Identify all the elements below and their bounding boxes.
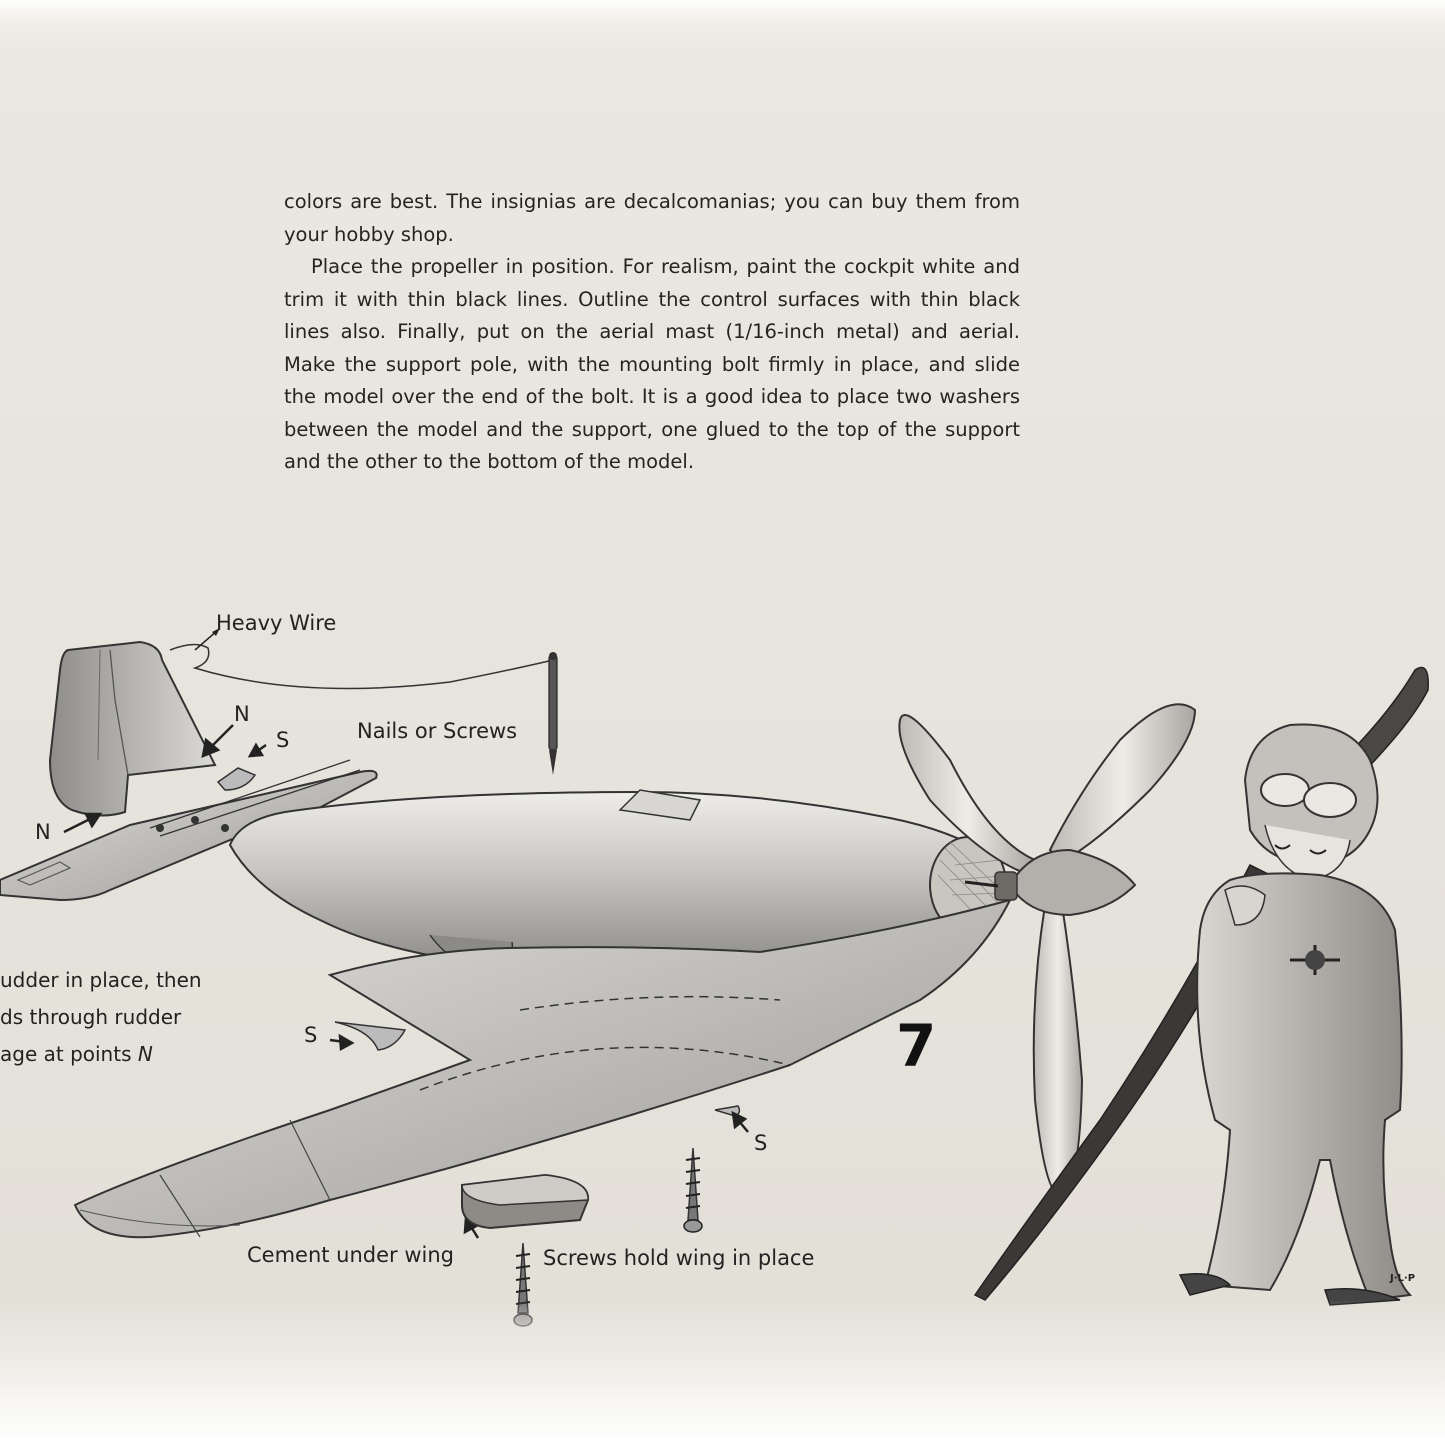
caption-line-3-italic: N [137, 1042, 153, 1066]
label-s-wing: S [304, 1023, 318, 1047]
label-s-top: S [276, 728, 290, 752]
page-top-edge [0, 0, 1445, 60]
artist-signature: J·L·P [1390, 1273, 1416, 1284]
caption-line-2: ds through rudder [0, 1005, 182, 1029]
label-nails-or-screws: Nails or Screws [357, 719, 518, 743]
aerial-wire [170, 628, 557, 775]
figure-number: 7 [896, 1012, 937, 1080]
figure-caption [0, 962, 240, 1073]
label-heavy-wire: Heavy Wire [216, 611, 337, 635]
paragraph-2: Place the propeller in position. For realism, paint the cockpit white and trim it with thin black lines. Outline the control surfaces with thin black lines also. Finally, put on the aerial mast (1/16-inch metal) and aerial. Make the support pole, with the mounting bolt firmly in place, and slide the model over the end of the bolt. It is a good idea to place two washers between the model and the support, one glued to the top of the support and the other to the bottom of the model. [284, 255, 1020, 473]
airplane-model-illustration [0, 560, 1445, 1330]
paragraph-1: colors are best. The insignias are decalcomanias; you can buy them from your hobby shop. [284, 190, 1020, 246]
instruction-text [284, 186, 1020, 479]
page-bottom-edge [0, 1300, 1445, 1445]
caption-line-3 [0, 1036, 240, 1073]
caption-line-1: udder in place, then [0, 968, 202, 992]
label-s-right: S [754, 1131, 768, 1155]
vertical-tail [50, 642, 215, 816]
label-n-top: N [234, 702, 250, 726]
label-n-left: N [35, 820, 51, 844]
fillet-s-top [218, 768, 255, 790]
label-screws-hold-wing: Screws hold wing in place [543, 1246, 815, 1270]
caption-line-3-text: age at points [0, 1042, 138, 1066]
cement-block [462, 1175, 588, 1228]
label-cement-under-wing: Cement under wing [247, 1243, 455, 1267]
